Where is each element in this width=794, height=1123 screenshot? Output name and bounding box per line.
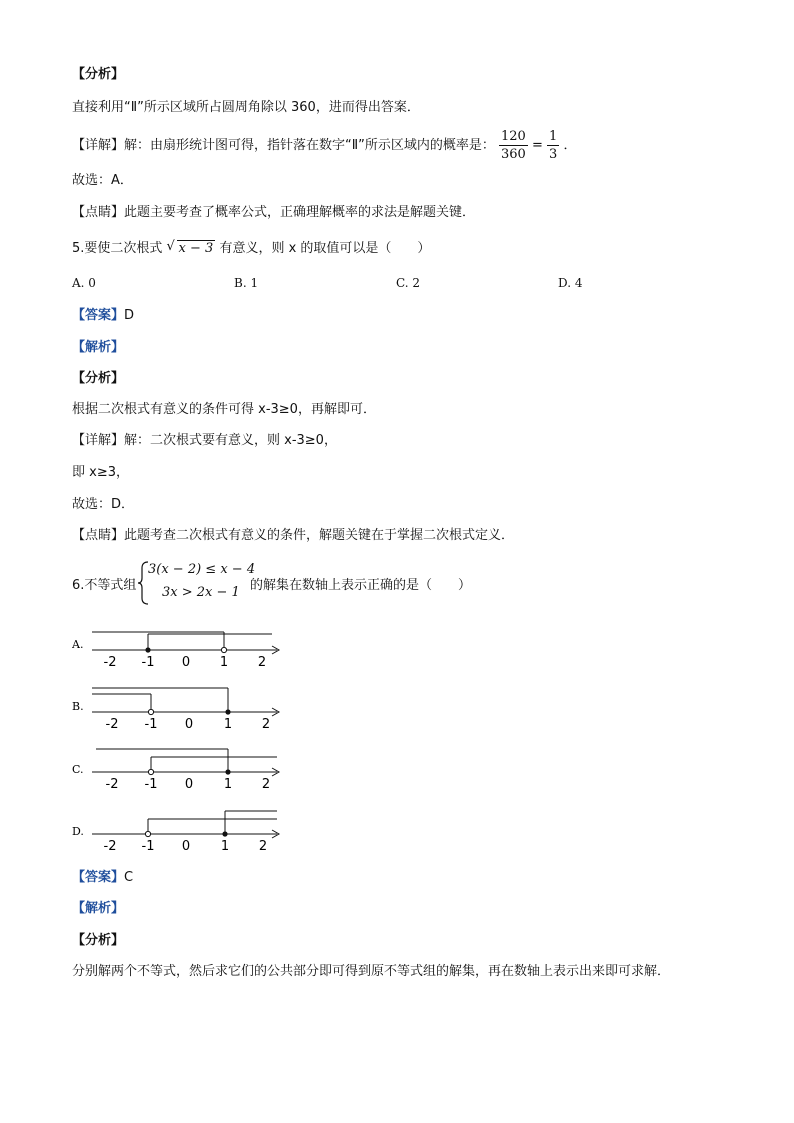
tick-label: -2: [105, 777, 119, 792]
option-a: A. 0: [72, 276, 96, 290]
equals-sign: =: [531, 138, 543, 153]
choose-a: 故选：A．: [72, 173, 133, 188]
inequality-1: 3(x − 2) ≤ x − 4: [148, 562, 256, 577]
tick-label: 2: [261, 717, 271, 732]
detail-prefix: 【详解】解：由扇形统计图可得，指针落在数字“Ⅱ”所示区域内的概率是：: [72, 138, 495, 153]
tick-label: -1: [141, 655, 155, 670]
frac-num: 1: [549, 129, 558, 144]
option-label: D.: [72, 825, 84, 838]
q5-suffix: 有意义，则 x 的取值可以是（ ）: [219, 241, 431, 256]
answer-label: 【答案】: [72, 308, 125, 323]
number-line-c: [72, 745, 292, 795]
option-d: D. 4: [558, 276, 583, 290]
key-point-5: 【点睛】此题考查二次根式有意义的条件，解题关键在于掌握二次根式定义．: [72, 528, 515, 543]
tick-label: 0: [184, 717, 194, 732]
frac-den: 360: [501, 147, 526, 162]
tick-label: -1: [144, 717, 158, 732]
analysis-heading-5: 【分析】: [72, 371, 125, 386]
question-5: [72, 240, 430, 258]
tick-label: 2: [261, 777, 271, 792]
analysis-heading-6: 【分析】: [72, 933, 125, 948]
inequality-2: 3x > 2x − 1: [162, 585, 240, 600]
tick-label: 0: [181, 655, 191, 670]
tick-label: 0: [181, 839, 191, 854]
q5-prefix: 5.要使二次根式: [72, 241, 163, 256]
choose-d: 故选：D．: [72, 497, 135, 512]
tick-label: 2: [258, 839, 268, 854]
analysis-text-6: 分别解两个不等式，然后求它们的公共部分即可得到原不等式组的解集，再在数轴上表示出来即可求解．: [72, 964, 671, 979]
radicand: x − 3: [178, 241, 214, 256]
tick-label: -1: [141, 839, 155, 854]
answer-label: 【答案】: [72, 870, 125, 885]
answer-6: [72, 869, 133, 887]
jiexi-6: 【解析】: [72, 901, 125, 916]
fraction-1-3: [547, 128, 559, 163]
q6-prefix: 6.不等式组: [72, 578, 137, 593]
q6-suffix: 的解集在数轴上表示正确的是（ ）: [250, 578, 472, 593]
detail-5b: 即 x≥3，: [72, 465, 129, 480]
sqrt-icon: √: [166, 239, 175, 254]
option-b: B. 1: [234, 276, 259, 290]
tick-label: 2: [257, 655, 267, 670]
key-point: 【点睛】此题主要考查了概率公式，正确理解概率的求法是解题关键．: [72, 205, 476, 220]
tick-label: 1: [220, 839, 230, 854]
tick-label: 1: [223, 777, 233, 792]
tick-label: 0: [184, 777, 194, 792]
sqrt-expression: [167, 240, 216, 258]
frac-num: 120: [501, 129, 526, 144]
number-line-a: [72, 620, 292, 670]
jiexi-5: 【解析】: [72, 340, 125, 355]
frac-den: 3: [549, 147, 558, 162]
tick-label: -2: [103, 655, 117, 670]
number-line-b: [72, 682, 292, 732]
answer-5: [72, 307, 134, 325]
option-label: C.: [72, 763, 84, 776]
fraction-120-360: [499, 128, 528, 163]
analysis-heading: 【分析】: [72, 67, 125, 82]
option-label: A.: [72, 638, 84, 651]
analysis-text: 直接利用“Ⅱ”所示区域所占圆周角除以 360，进而得出答案．: [72, 100, 420, 115]
option-c: C. 2: [396, 276, 421, 290]
tick-label: -2: [103, 839, 117, 854]
tick-label: 1: [223, 717, 233, 732]
analysis-text-5: 根据二次根式有意义的条件可得 x-3≥0，再解即可．: [72, 402, 376, 417]
detail-line: [72, 128, 576, 163]
period: ．: [563, 138, 577, 153]
answer-value: D: [124, 308, 135, 323]
tick-label: -1: [144, 777, 158, 792]
number-line-d: [72, 807, 292, 857]
option-label: B.: [72, 700, 84, 713]
answer-value: C: [124, 870, 134, 885]
tick-label: 1: [219, 655, 229, 670]
tick-label: -2: [105, 717, 119, 732]
detail-5: 【详解】解：二次根式要有意义，则 x-3≥0，: [72, 433, 337, 448]
